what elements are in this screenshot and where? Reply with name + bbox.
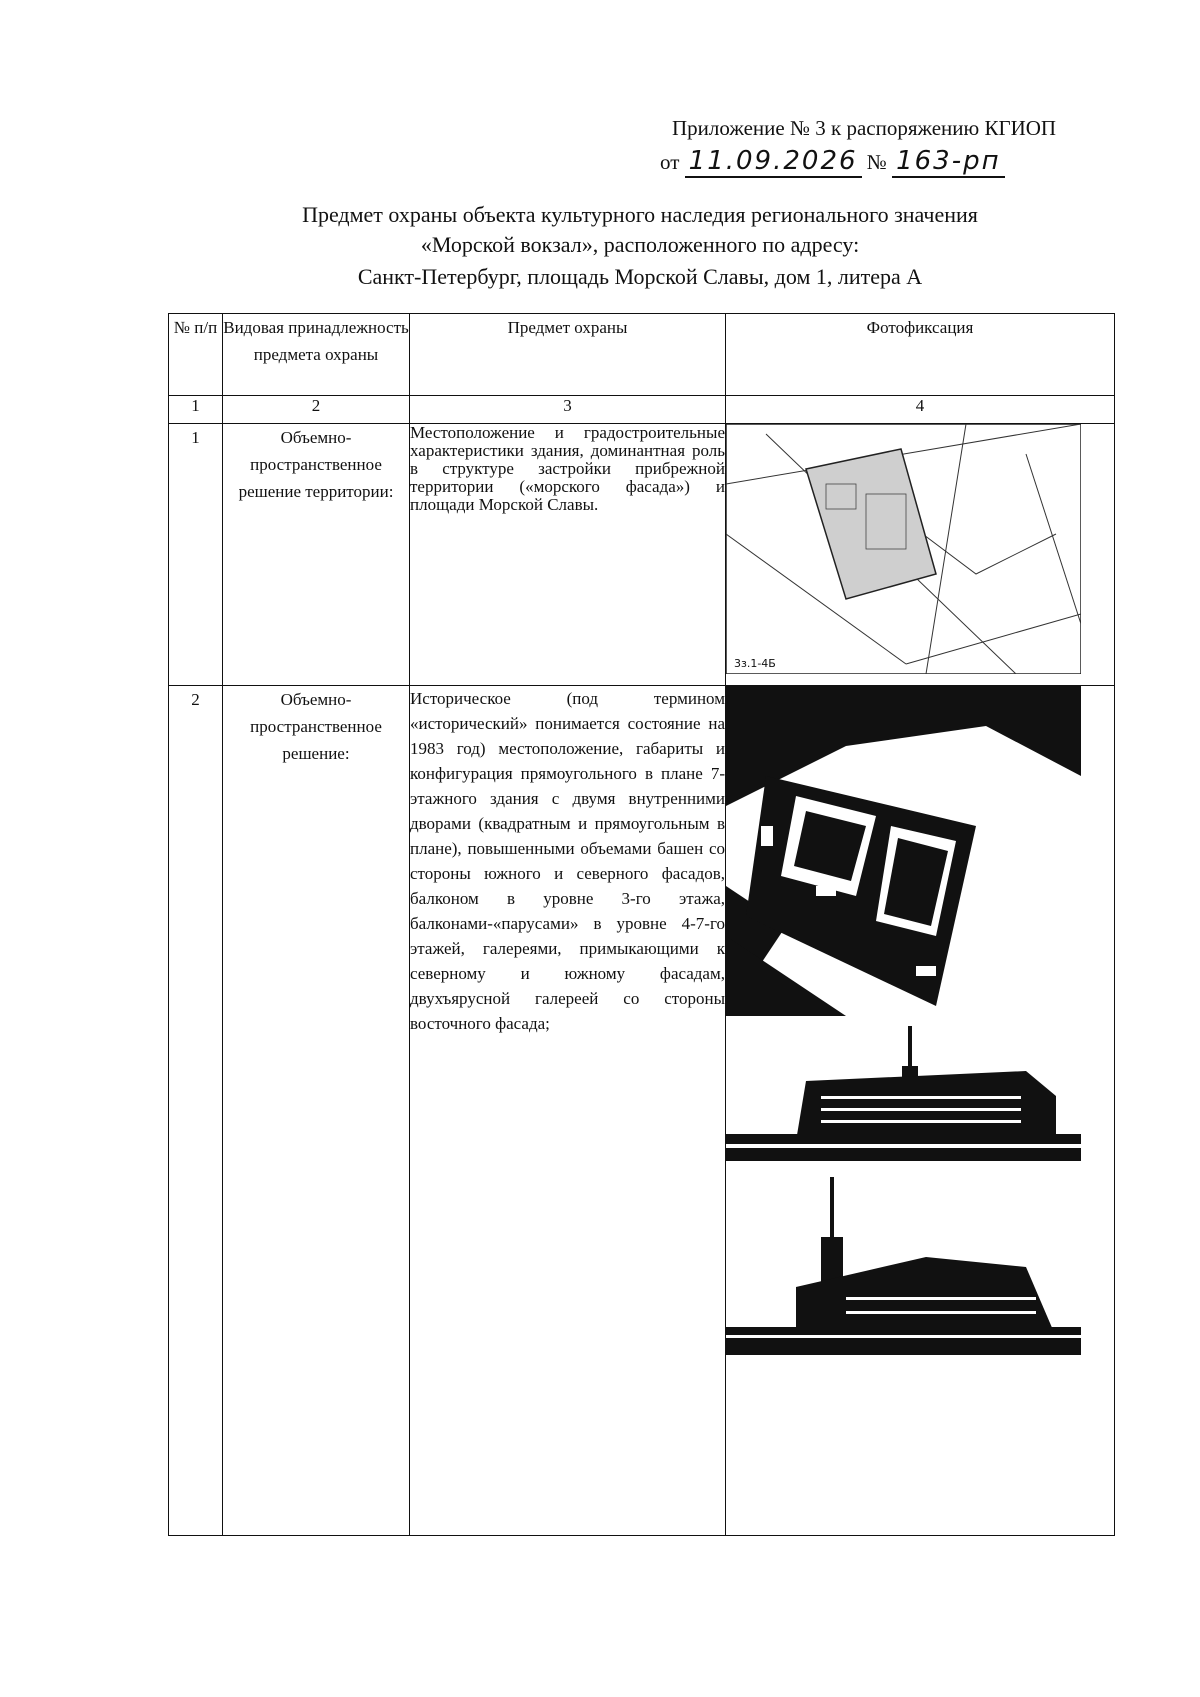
column-number-4: 4 (726, 396, 1115, 424)
column-number-3: 3 (410, 396, 726, 424)
order-date: 11.09.2026 (685, 146, 862, 178)
order-number: 163-рп (892, 146, 1005, 178)
row-number: 1 (169, 424, 223, 686)
site-plan-map (726, 424, 1081, 674)
appendix-title: Приложение № 3 к распоряжению КГИОП (672, 116, 1057, 140)
building-photo-side (726, 1026, 1081, 1161)
document-title-line-2: «Морской вокзал», расположенного по адресу: (420, 232, 860, 257)
table-header-row (169, 314, 1115, 396)
column-number-1: 1 (169, 396, 223, 424)
aerial-photo (726, 686, 1081, 1016)
row-subject: Местоположение и градостроительные характеристики здания, доминантная роль в структуре застройки прибрежной территории («морского фасада») и площади Морской Славы. (410, 424, 726, 686)
document-title-line-3: Санкт-Петербург, площадь Морской Славы, дом 1, литера А (357, 264, 923, 289)
building-photo-tower (726, 1177, 1081, 1362)
number-sign: № (866, 150, 887, 174)
row-type: Объемно-пространственное решение территории: (223, 424, 410, 686)
table-row (169, 424, 1115, 686)
header-type: Видовая принадлежность предмета охраны (223, 314, 410, 396)
row-photos (726, 424, 1115, 686)
row-number: 2 (169, 686, 223, 1536)
table-row (169, 686, 1115, 1536)
header-subject: Предмет охраны (410, 314, 726, 396)
protection-table (168, 313, 1115, 1536)
document-title-line-1: Предмет охраны объекта культурного наследия регионального значения (302, 202, 978, 227)
column-number-row (169, 396, 1115, 424)
header-num: № п/п (169, 314, 223, 396)
row-subject: Историческое (под термином «исторический» понимается состояние на 1983 год) местоположение, габариты и конфигурация прямоугольного в плане 7-этажного здания с двумя внутренними дворами (квадратным и прямоугольным в плане), повышенными объемами башен со стороны южного и северного фасадов, балконом в уровне 3-го этажа, балконами-«парусами» в уровне 4-7-го этажей, галереями, примыкающими к северному и южному фасадам, двухъярусной галереей со стороны восточного фасада; (410, 686, 726, 1536)
row-type: Объемно-пространственное решение: (223, 686, 410, 1536)
header-photo: Фотофиксация (726, 314, 1115, 396)
map-label: 3з.1-4Б (734, 657, 776, 670)
row-photos (726, 686, 1115, 1536)
order-prefix: от (660, 150, 680, 174)
order-line (660, 146, 1005, 176)
column-number-2: 2 (223, 396, 410, 424)
